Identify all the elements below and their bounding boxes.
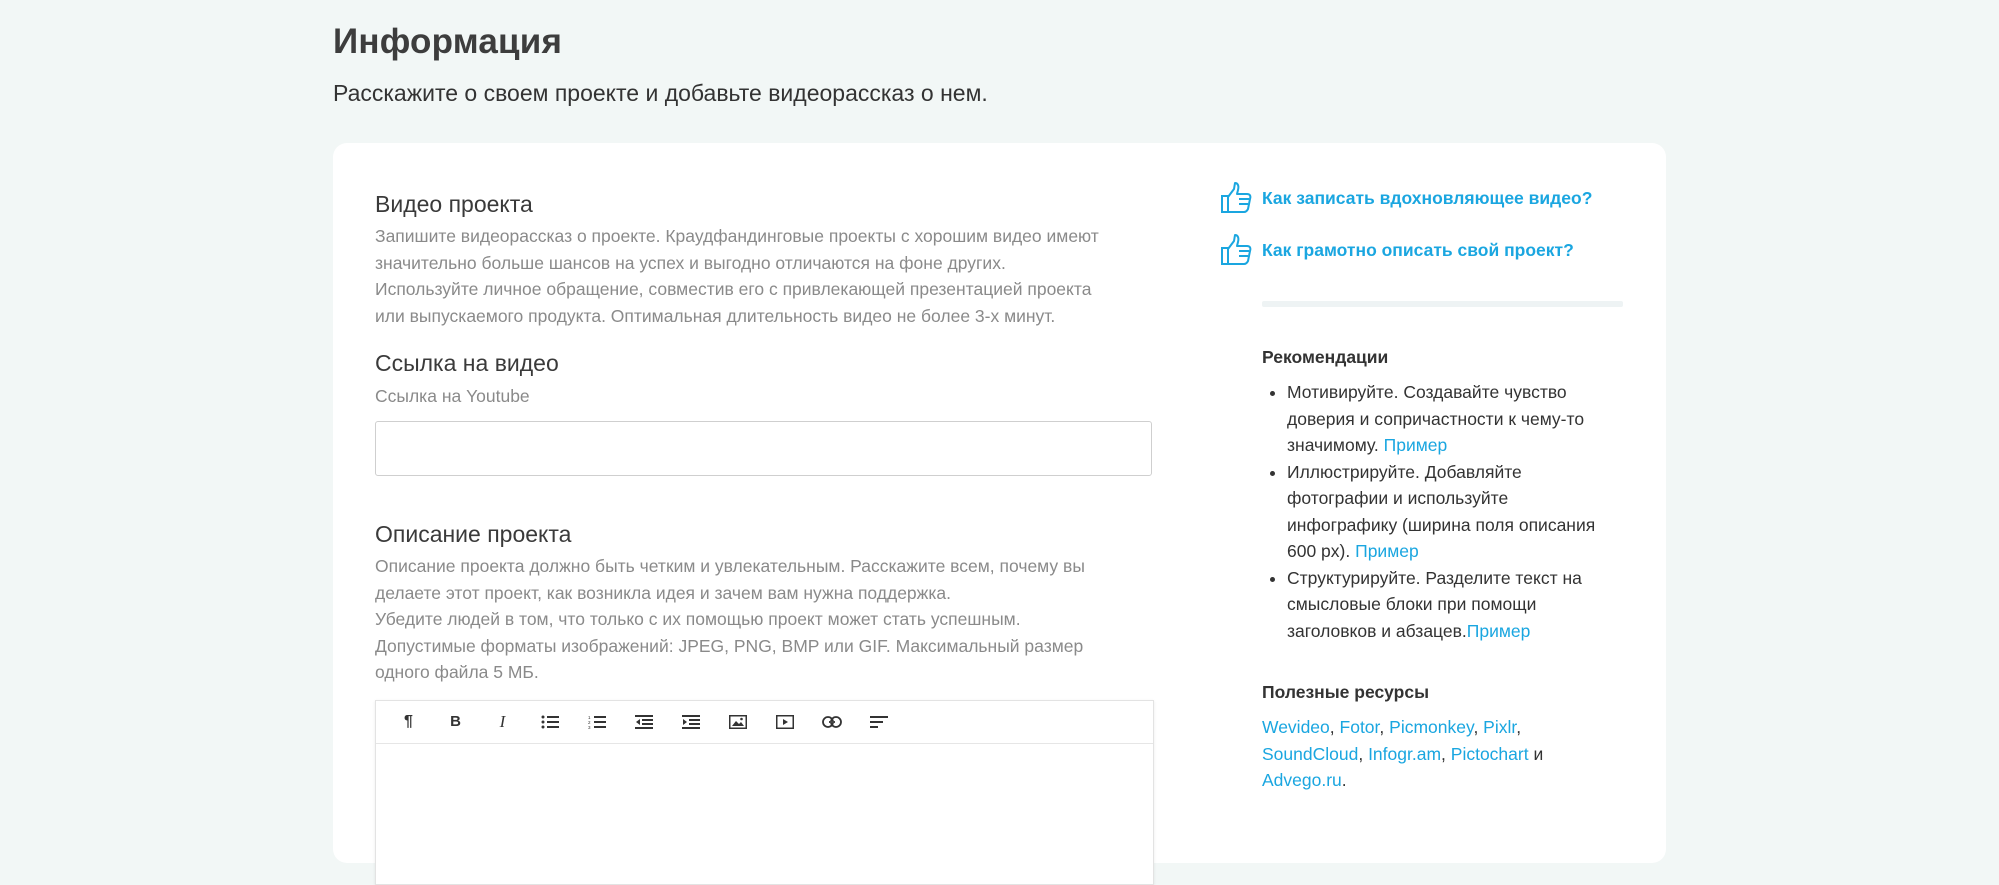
editor-toolbar — [376, 701, 1153, 744]
resource-link-advego[interactable]: Advego.ru — [1262, 770, 1342, 790]
editor-content-area[interactable] — [376, 744, 1153, 884]
description-line: Допустимые форматы изображений: JPEG, PNG, BMP или GIF. Максимальный размер — [375, 635, 1084, 656]
paragraph-icon[interactable]: ¶ — [404, 712, 413, 730]
resources-list: Wevideo, Fotor, Picmonkey, Pixlr, SoundCloud, Infogr.am, Pictochart и Advego.ru. — [1262, 717, 1544, 790]
page-title: Информация — [333, 22, 563, 61]
resources-conjunction: и — [1533, 743, 1544, 764]
recommendations-title: Рекомендации — [1262, 347, 1389, 367]
video-link-input[interactable] — [375, 421, 1152, 476]
image-icon[interactable] — [714, 704, 761, 740]
description-line: Убедите людей в том, что только с их помощью проект может стать успешным. — [375, 609, 1021, 629]
video-desc-line: или выпускаемого продукта. Оптимальная длительность видео не более 3-х минут. — [375, 305, 1056, 326]
page-subtitle: Расскажите о своем проекте и добавьте видеорассказ о нем. — [333, 80, 988, 106]
resource-link-pictochart[interactable]: Pictochart — [1450, 743, 1529, 764]
recommendation-item — [1287, 379, 1623, 459]
recommendation-text: Иллюстрируйте. Добавляйте фотографии и используйте инфографику (ширина поля описания 600 px). — [1287, 461, 1596, 561]
resource-link-soundcloud[interactable]: SoundCloud — [1262, 743, 1359, 764]
unordered-list-icon[interactable] — [526, 704, 573, 740]
svg-text:3: 3 — [587, 724, 591, 729]
video-section-title: Видео проекта — [375, 191, 533, 217]
video-link-title: Ссылка на видео — [375, 350, 559, 376]
form-card — [333, 143, 1666, 863]
help-link-video[interactable] — [1219, 173, 1639, 223]
italic-icon[interactable]: I — [499, 711, 506, 731]
example-link[interactable]: Пример — [1383, 435, 1448, 455]
video-desc-line: Используйте личное обращение, совместив его с привлекающей презентацией проекта — [375, 279, 1092, 299]
align-left-icon[interactable] — [855, 704, 902, 740]
resource-link-fotor[interactable]: Fotor — [1339, 717, 1380, 737]
ordered-list-icon[interactable] — [573, 704, 620, 740]
recommendations-list — [1262, 379, 1623, 644]
recommendation-item — [1287, 565, 1623, 645]
help-link-description[interactable] — [1219, 225, 1639, 275]
description-line: делаете этот проект, как возникла идея и зачем вам нужна поддержка. — [375, 582, 952, 603]
video-icon[interactable] — [761, 704, 808, 740]
description-line: Описание проекта должно быть четким и увлекательным. Расскажите всем, почему вы — [375, 556, 1085, 576]
recommendation-item — [1287, 459, 1623, 565]
recommendation-text: Структурируйте. Разделите текст на смысловые блоки при помощи заголовков и абзацев. — [1287, 567, 1582, 641]
resource-link-infogram[interactable]: Infogr.am — [1368, 743, 1442, 764]
link-icon[interactable] — [808, 704, 855, 740]
example-link[interactable]: Пример — [1355, 541, 1419, 561]
recommendation-text: Мотивируйте. Создавайте чувство доверия и сопричастности к чему-то значимому. — [1287, 382, 1585, 455]
help-link-video-label[interactable]: Как записать вдохновляющее видео? — [1262, 187, 1593, 208]
resource-link-picmonkey[interactable]: Picmonkey — [1389, 717, 1474, 737]
description-section-title: Описание проекта — [375, 521, 572, 547]
thumbs-up-icon — [1219, 233, 1253, 267]
resource-link-pixlr[interactable]: Pixlr — [1483, 717, 1517, 737]
svg-text:2: 2 — [587, 719, 591, 725]
description-line: одного файла 5 МБ. — [375, 662, 539, 682]
form-column — [375, 189, 1152, 885]
video-desc-line: значительно больше шансов на успех и выгодно отличаются на фоне других. — [375, 252, 1006, 273]
help-sidebar — [1219, 173, 1639, 794]
svg-text:1: 1 — [587, 714, 591, 720]
help-link-description-label[interactable]: Как грамотно описать свой проект? — [1262, 239, 1574, 260]
outdent-icon[interactable] — [620, 704, 667, 740]
rich-text-editor — [375, 700, 1154, 885]
example-link[interactable]: Пример — [1466, 620, 1531, 641]
video-section-description — [375, 223, 1152, 329]
sidebar-divider — [1262, 301, 1623, 307]
recommendations-block — [1262, 345, 1623, 794]
video-desc-line: Запишите видеорассказ о проекте. Краудфандинговые проекты с хорошим видео имеют — [375, 226, 1099, 246]
resource-link-wevideo[interactable]: Wevideo — [1262, 717, 1330, 737]
indent-icon[interactable] — [667, 704, 714, 740]
resources-title: Полезные ресурсы — [1262, 682, 1430, 702]
video-link-hint: Ссылка на Youtube — [375, 386, 530, 406]
bold-icon[interactable]: B — [450, 713, 461, 730]
description-section-text — [375, 553, 1152, 686]
thumbs-up-icon — [1219, 181, 1253, 215]
